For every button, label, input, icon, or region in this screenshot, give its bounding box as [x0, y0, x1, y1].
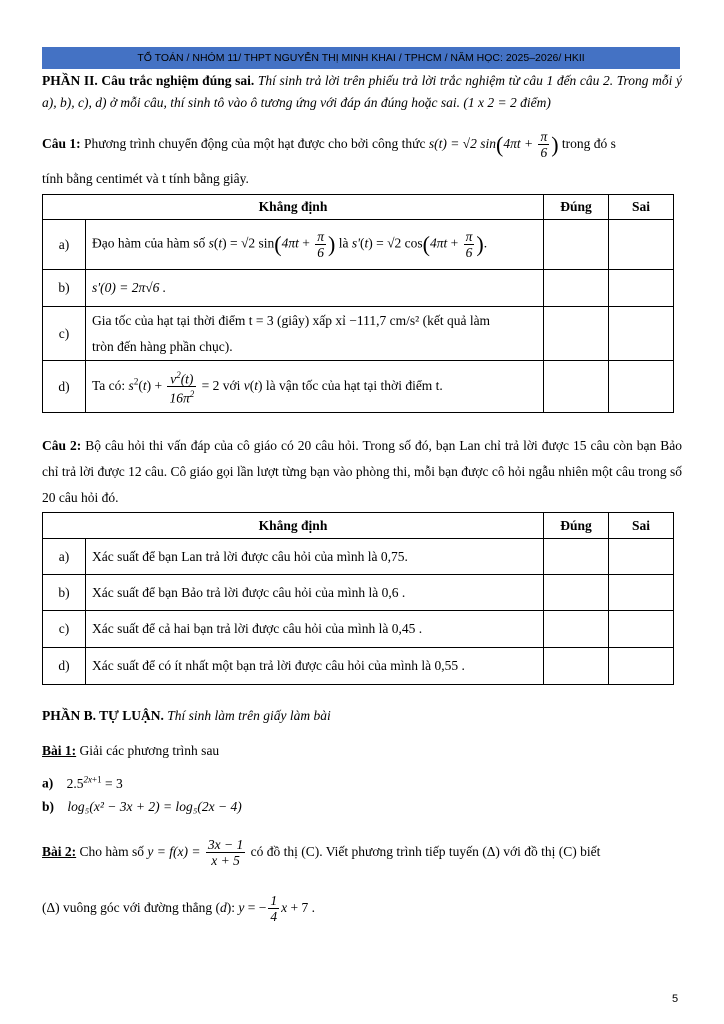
- bai2-function: y = f(x) = $\frac{3x - 1}{x + 5}$: [147, 837, 244, 869]
- part2-title: PHẦN II. Câu trắc nghiệm đúng sai.: [42, 73, 255, 88]
- q2-label: Câu 2:: [42, 438, 82, 453]
- partB-instruction: Thí sinh làm trên giấy làm bài: [167, 708, 331, 723]
- q1-c-true-cell[interactable]: [544, 307, 609, 361]
- q2-row-c-text: Xác suất để cả hai bạn trả lời được câu hỏi của mình là 0,45 .: [86, 611, 544, 648]
- bai1-a: a) $2.5^{2x+1} = 3$: [42, 774, 123, 791]
- bai2-label: Bài 2:: [42, 844, 77, 859]
- q2-row-b: b) Xác suất để bạn Bảo trả lời được câu hỏi của mình là 0,6 .: [43, 575, 674, 611]
- q1-b-false-cell[interactable]: [609, 270, 674, 307]
- q2-header-true: Đúng: [544, 513, 609, 539]
- q2-d-false-cell[interactable]: [609, 648, 674, 685]
- q2-row-d-text: Xác suất để có ít nhất một bạn trả lời được câu hỏi của mình là 0,55 .: [86, 648, 544, 685]
- q2-row-c: c) Xác suất để cả hai bạn trả lời được câu hỏi của mình là 0,45 .: [43, 611, 674, 648]
- bai2-statement: Bài 2: Cho hàm số y = f(x) = $\frac{3x - 1}{x + 5}$ có đồ thị (C). Viết phương trình tiếp tuyến (Δ) với đồ thị (C) biết: [42, 837, 601, 869]
- q1-row-c-text: Gia tốc của hạt tại thời điểm t = 3 (giây) xấp xỉ −111,7 cm/s² (kết quả làm tròn đến hàng phần chục).: [86, 307, 544, 361]
- q1-statement: [42, 124, 682, 164]
- bai2-line2: (Δ) vuông góc với đường thẳng (d): y = − $\frac{1}{4}$ x + 7 .: [42, 893, 315, 925]
- q1-row-d-text: Ta có: $s^2(t)$ + $\frac{v^2(t)}{16\pi^2}$ = 2 với v(t) là vận tốc của hạt tại thời điểm t.: [86, 361, 544, 413]
- q1-line2: tính bằng centimét và t tính bằng giây.: [42, 171, 249, 186]
- q2-b-false-cell[interactable]: [609, 575, 674, 611]
- bai1-text: Giải các phương trình sau: [79, 743, 220, 758]
- page-header: TỔ TOÁN / NHÓM 11/ THPT NGUYỄN THỊ MINH KHAI / TPHCM / NĂM HỌC: 2025–2026/ HKII: [42, 47, 680, 69]
- q2-row-b-text: Xác suất để bạn Bảo trả lời được câu hỏi của mình là 0,6 .: [86, 575, 544, 611]
- q1-a-true-cell[interactable]: [544, 220, 609, 270]
- q2-row-d: d) Xác suất để có ít nhất một bạn trả lời được câu hỏi của mình là 0,55 .: [43, 648, 674, 685]
- q1-text-after: trong đó s: [561, 136, 616, 151]
- part2-instruction: Thí sinh trả lời trên phiếu trả lời trắc nghiệm từ câu 1 đến câu 2. Trong mỗi ý a), b), c), d) ở mỗi câu, thí sinh tô vào ô tương ứng với đáp án đúng hoặc sai. (1 x 2 = 2 điểm): [42, 73, 682, 110]
- q1-row-d: d) Ta có: $s^2(t)$ + $\frac{v^2(t)}{16\pi^2}$ = 2 với v(t) là vận tốc của hạt tại thời điểm t.: [43, 361, 674, 413]
- q1-formula: s(t) = √2 sin(4πt + $\frac{\pi}{6}$ ): [428, 129, 559, 161]
- bai1-heading: [42, 740, 682, 762]
- page-number: 5: [672, 993, 679, 1005]
- q1-d-true-cell[interactable]: [544, 361, 609, 413]
- q1-table: [42, 194, 674, 413]
- q1-row-b-text: s'(0) = 2π√6 .: [86, 270, 544, 307]
- q2-d-true-cell[interactable]: [544, 648, 609, 685]
- q1-b-true-cell[interactable]: [544, 270, 609, 307]
- part2-intro: [42, 70, 682, 114]
- q1-row-a-text: Đạo hàm của hàm số s(t) = √2 sin(4πt + $\frac{\pi}{6}$ ) là s'(t) = √2 cos(4πt + $\frac{\pi}{6}$ ).: [86, 220, 544, 270]
- q2-c-true-cell[interactable]: [544, 611, 609, 648]
- q2-row-a-text: Xác suất để bạn Lan trả lời được câu hỏi của mình là 0,75.: [86, 539, 544, 575]
- q2-table: [42, 512, 674, 685]
- q2-statement: [42, 433, 682, 511]
- q2-b-true-cell[interactable]: [544, 575, 609, 611]
- bai1-a-equation: $2.5^{2x+1} = 3$: [66, 774, 123, 791]
- q1-row-b: b) s'(0) = 2π√6 .: [43, 270, 674, 307]
- q1-label: Câu 1:: [42, 136, 81, 151]
- q1-c-false-cell[interactable]: [609, 307, 674, 361]
- q1-row-a: a) Đạo hàm của hàm số s(t) = √2 sin(4πt + $\frac{\pi}{6}$ ) là s'(t) = √2 cos(4πt + $\frac{\pi}{6}$ ).: [43, 220, 674, 270]
- bai1-b-equation: log₅(x² − 3x + 2) = log₅(2x − 4): [67, 799, 242, 814]
- q1-a-false-cell[interactable]: [609, 220, 674, 270]
- q2-c-false-cell[interactable]: [609, 611, 674, 648]
- q1-row-c: c) Gia tốc của hạt tại thời điểm t = 3 (giây) xấp xỉ −111,7 cm/s² (kết quả làm tròn đến hàng phần chục).: [43, 307, 674, 361]
- q2-a-true-cell[interactable]: [544, 539, 609, 575]
- q1-header-true: Đúng: [544, 195, 609, 220]
- q1-header-statement: Khẳng định: [43, 195, 544, 220]
- q2-text: Bộ câu hỏi thi vấn đáp của cô giáo có 20 câu hỏi. Trong số đó, bạn Lan chỉ trả lời được 15 câu còn bạn Bảo chỉ trả lời được 12 câu. Cô giáo gọi lần lượt từng bạn vào phòng thi, mỗi bạn được cô hỏi ngẫu nhiên một câu trong số 20 câu hỏi đó.: [42, 438, 682, 505]
- partB-intro: [42, 705, 682, 727]
- q2-header-statement: Khẳng định: [43, 513, 544, 539]
- q1-d-false-cell[interactable]: [609, 361, 674, 413]
- q2-a-false-cell[interactable]: [609, 539, 674, 575]
- q2-header-false: Sai: [609, 513, 674, 539]
- bai1-b: b) log₅(x² − 3x + 2) = log₅(2x − 4): [42, 799, 242, 814]
- partB-title: PHẦN B. TỰ LUẬN.: [42, 708, 164, 723]
- q1-header-false: Sai: [609, 195, 674, 220]
- q2-row-a: a) Xác suất để bạn Lan trả lời được câu hỏi của mình là 0,75.: [43, 539, 674, 575]
- bai1-label: Bài 1:: [42, 743, 77, 758]
- q1-text: Phương trình chuyển động của một hạt được cho bởi công thức: [84, 136, 426, 151]
